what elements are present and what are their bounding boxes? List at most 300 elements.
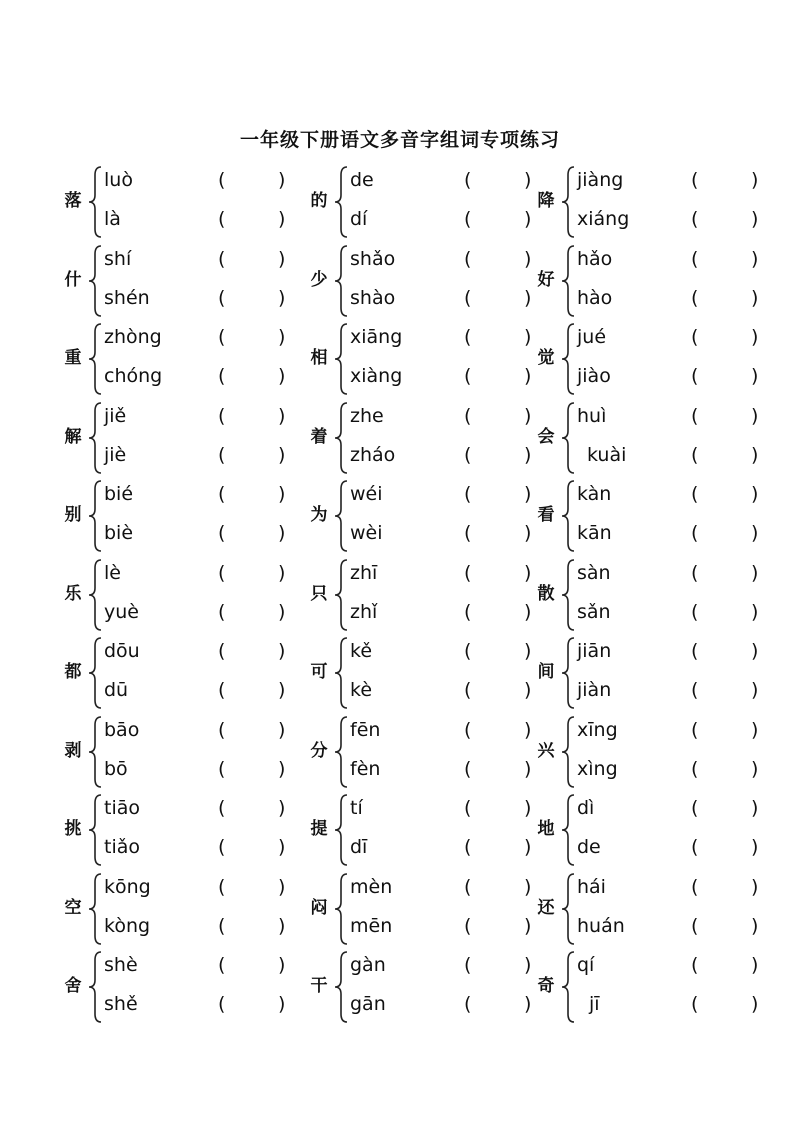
curly-brace	[559, 242, 577, 320]
answer-blank-close-paren: )	[524, 522, 532, 544]
answer-blank-open-paren: (	[464, 993, 472, 1015]
answer-blank-open-paren: (	[218, 679, 226, 701]
curly-brace	[86, 320, 104, 398]
answer-blank-open-paren: (	[218, 365, 226, 387]
answer-blank-open-paren: (	[464, 797, 472, 819]
char-entry	[531, 634, 781, 712]
char-entry	[531, 791, 781, 869]
answer-blank-close-paren: )	[524, 443, 532, 466]
answer-blank-open-paren: (	[464, 247, 472, 270]
curly-brace	[332, 870, 350, 948]
answer-blank-open-paren: (	[464, 718, 472, 741]
answer-blank-close-paren: )	[751, 679, 759, 701]
pinyin-text: fèn	[350, 757, 381, 780]
reading-row	[104, 637, 304, 667]
curly-brace	[86, 948, 104, 1026]
char-entry	[304, 320, 554, 398]
polyphone-char: 相	[310, 348, 328, 368]
curly-brace	[559, 320, 577, 398]
answer-blank-open-paren: (	[464, 561, 472, 584]
char-entry	[531, 556, 781, 634]
polyphone-char: 剥	[64, 740, 82, 761]
answer-blank-close-paren: )	[751, 404, 759, 427]
reading-row	[577, 833, 777, 863]
pinyin-text: wéi	[350, 483, 383, 505]
answer-blank-open-paren: (	[691, 797, 699, 819]
reading-row	[104, 833, 304, 863]
pinyin-text: biè	[104, 522, 134, 544]
pinyin-text: jiào	[577, 365, 611, 387]
curly-brace	[559, 870, 577, 948]
char-entry	[304, 556, 554, 634]
pinyin-text: tiǎo	[104, 836, 140, 858]
pinyin-text: dí	[350, 208, 368, 230]
pinyin-text: hào	[577, 286, 613, 309]
answer-blank-close-paren: )	[524, 679, 532, 701]
answer-blank-open-paren: (	[464, 365, 472, 387]
reading-row	[350, 676, 550, 706]
reading-row	[350, 402, 550, 432]
reading-row	[577, 205, 777, 235]
curly-brace	[332, 948, 350, 1026]
answer-blank-close-paren: )	[278, 326, 286, 348]
curly-brace	[559, 713, 577, 791]
pinyin-text: xìng	[577, 757, 618, 780]
polyphone-char: 觉	[537, 348, 555, 368]
curly-brace	[86, 634, 104, 712]
reading-row	[104, 794, 304, 824]
char-entry	[531, 242, 781, 320]
pinyin-text: gàn	[350, 954, 386, 976]
reading-row	[577, 362, 777, 392]
pinyin-text: zhòng	[104, 326, 162, 348]
answer-blank-open-paren: (	[218, 404, 226, 427]
char-entry	[531, 320, 781, 398]
answer-blank-close-paren: )	[278, 600, 286, 623]
answer-blank-open-paren: (	[464, 208, 472, 230]
reading-row	[104, 245, 304, 275]
pinyin-text: zhǐ	[350, 600, 378, 623]
reading-row	[577, 519, 777, 549]
char-entry	[531, 870, 781, 948]
char-entry	[531, 163, 781, 241]
polyphone-char: 好	[537, 269, 555, 290]
reading-row	[104, 676, 304, 706]
answer-blank-open-paren: (	[464, 679, 472, 701]
curly-brace	[332, 399, 350, 477]
answer-blank-open-paren: (	[691, 718, 699, 741]
curly-brace	[332, 556, 350, 634]
answer-blank-close-paren: )	[751, 443, 759, 466]
reading-row	[350, 794, 550, 824]
pinyin-text: shào	[350, 286, 396, 309]
answer-blank-open-paren: (	[464, 954, 472, 976]
pinyin-text: bié	[104, 483, 134, 505]
polyphone-char: 看	[537, 505, 555, 525]
reading-row	[577, 284, 777, 314]
answer-blank-close-paren: )	[751, 836, 759, 858]
curly-brace	[86, 791, 104, 869]
pinyin-text: zhī	[350, 561, 378, 584]
answer-blank-close-paren: )	[524, 914, 532, 937]
reading-row	[577, 323, 777, 353]
reading-row	[350, 598, 550, 628]
answer-blank-close-paren: )	[524, 993, 532, 1015]
answer-blank-close-paren: )	[524, 286, 532, 309]
pinyin-text: yuè	[104, 600, 139, 623]
answer-blank-open-paren: (	[464, 875, 472, 898]
polyphone-char: 解	[64, 426, 82, 447]
curly-brace	[86, 477, 104, 555]
answer-blank-open-paren: (	[691, 169, 699, 191]
answer-blank-open-paren: (	[464, 757, 472, 780]
reading-row	[350, 951, 550, 981]
answer-blank-close-paren: )	[751, 326, 759, 348]
char-entry	[304, 870, 554, 948]
reading-row	[104, 990, 304, 1020]
reading-row	[350, 637, 550, 667]
answer-blank-close-paren: )	[524, 247, 532, 270]
pinyin-text: bō	[104, 757, 128, 780]
reading-row	[577, 990, 777, 1020]
polyphone-char: 为	[310, 505, 328, 525]
pinyin-text: xiàng	[350, 365, 403, 387]
char-entry	[304, 163, 554, 241]
answer-blank-open-paren: (	[218, 914, 226, 937]
reading-row	[350, 519, 550, 549]
answer-blank-close-paren: )	[751, 169, 759, 191]
reading-row	[577, 716, 777, 746]
answer-blank-open-paren: (	[691, 757, 699, 780]
answer-blank-close-paren: )	[751, 993, 759, 1015]
polyphone-char: 空	[64, 897, 82, 918]
reading-row	[104, 362, 304, 392]
char-entry	[304, 948, 554, 1026]
reading-row	[577, 559, 777, 589]
char-entry	[58, 791, 308, 869]
curly-brace	[559, 791, 577, 869]
polyphone-char: 什	[64, 269, 82, 290]
curly-brace	[332, 477, 350, 555]
pinyin-text: hái	[577, 875, 606, 898]
pinyin-text: hǎo	[577, 247, 613, 270]
answer-blank-open-paren: (	[691, 561, 699, 584]
polyphone-char: 提	[310, 819, 328, 839]
answer-blank-open-paren: (	[464, 404, 472, 427]
reading-row	[350, 912, 550, 942]
pinyin-text: de	[577, 836, 601, 858]
answer-blank-close-paren: )	[524, 836, 532, 858]
reading-row	[577, 480, 777, 510]
reading-row	[104, 519, 304, 549]
answer-blank-close-paren: )	[751, 640, 759, 662]
answer-blank-open-paren: (	[691, 875, 699, 898]
answer-blank-close-paren: )	[524, 404, 532, 427]
answer-blank-close-paren: )	[278, 561, 286, 584]
answer-blank-open-paren: (	[218, 640, 226, 662]
reading-row	[350, 441, 550, 471]
polyphone-char: 地	[537, 819, 555, 839]
answer-blank-close-paren: )	[278, 718, 286, 741]
answer-blank-close-paren: )	[278, 208, 286, 230]
reading-row	[350, 166, 550, 196]
reading-row	[350, 245, 550, 275]
answer-blank-open-paren: (	[464, 836, 472, 858]
reading-row	[577, 873, 777, 903]
answer-blank-close-paren: )	[524, 718, 532, 741]
answer-blank-open-paren: (	[218, 483, 226, 505]
answer-blank-open-paren: (	[464, 522, 472, 544]
answer-blank-close-paren: )	[524, 561, 532, 584]
answer-blank-close-paren: )	[278, 483, 286, 505]
answer-blank-close-paren: )	[751, 914, 759, 937]
polyphone-char: 着	[310, 426, 328, 447]
pinyin-text: xiáng	[577, 208, 630, 230]
answer-blank-close-paren: )	[524, 600, 532, 623]
answer-blank-close-paren: )	[751, 286, 759, 309]
pinyin-text: lè	[104, 561, 121, 584]
curly-brace	[86, 242, 104, 320]
pinyin-text: mēn	[350, 914, 393, 937]
reading-row	[577, 402, 777, 432]
answer-blank-open-paren: (	[464, 600, 472, 623]
curly-brace	[332, 713, 350, 791]
answer-blank-close-paren: )	[751, 483, 759, 505]
answer-blank-close-paren: )	[524, 326, 532, 348]
reading-row	[350, 205, 550, 235]
answer-blank-close-paren: )	[278, 247, 286, 270]
pinyin-text: sǎn	[577, 600, 611, 623]
pinyin-text: sàn	[577, 561, 611, 584]
reading-row	[577, 794, 777, 824]
char-entry	[58, 163, 308, 241]
answer-blank-close-paren: )	[751, 875, 759, 898]
answer-blank-close-paren: )	[751, 522, 759, 544]
answer-blank-open-paren: (	[691, 365, 699, 387]
answer-blank-open-paren: (	[464, 326, 472, 348]
char-entry	[58, 634, 308, 712]
answer-blank-close-paren: )	[524, 757, 532, 780]
answer-blank-close-paren: )	[278, 365, 286, 387]
answer-blank-close-paren: )	[751, 954, 759, 976]
pinyin-text: huì	[577, 404, 607, 427]
answer-blank-close-paren: )	[278, 993, 286, 1015]
reading-row	[104, 912, 304, 942]
answer-blank-open-paren: (	[218, 169, 226, 191]
polyphone-char: 奇	[537, 976, 555, 996]
pinyin-text: kě	[350, 640, 373, 662]
curly-brace	[86, 870, 104, 948]
pinyin-text: zháo	[350, 443, 396, 466]
pinyin-text: zhe	[350, 404, 384, 427]
reading-row	[104, 598, 304, 628]
pinyin-text: luò	[104, 169, 133, 191]
answer-blank-open-paren: (	[218, 757, 226, 780]
reading-row	[350, 716, 550, 746]
answer-blank-open-paren: (	[691, 954, 699, 976]
char-entry	[304, 477, 554, 555]
curly-brace	[332, 242, 350, 320]
answer-blank-close-paren: )	[278, 679, 286, 701]
reading-row	[577, 441, 777, 471]
answer-blank-close-paren: )	[751, 365, 759, 387]
answer-blank-open-paren: (	[691, 679, 699, 701]
char-entry	[58, 477, 308, 555]
answer-blank-open-paren: (	[691, 522, 699, 544]
answer-blank-open-paren: (	[218, 836, 226, 858]
answer-blank-close-paren: )	[524, 365, 532, 387]
answer-blank-close-paren: )	[278, 404, 286, 427]
curly-brace	[86, 713, 104, 791]
char-entry	[58, 713, 308, 791]
pinyin-text: gān	[350, 993, 386, 1015]
answer-blank-open-paren: (	[464, 443, 472, 466]
pinyin-text: tí	[350, 797, 363, 819]
answer-blank-close-paren: )	[278, 286, 286, 309]
reading-row	[350, 873, 550, 903]
polyphone-char: 会	[537, 426, 555, 447]
answer-blank-open-paren: (	[218, 286, 226, 309]
answer-blank-close-paren: )	[278, 640, 286, 662]
answer-blank-close-paren: )	[278, 169, 286, 191]
pinyin-text: là	[104, 208, 121, 230]
curly-brace	[559, 477, 577, 555]
answer-blank-open-paren: (	[218, 522, 226, 544]
reading-row	[104, 284, 304, 314]
answer-blank-close-paren: )	[278, 443, 286, 466]
answer-blank-open-paren: (	[691, 208, 699, 230]
char-entry	[58, 948, 308, 1026]
pinyin-text: mèn	[350, 875, 393, 898]
pinyin-text: jiàng	[577, 169, 624, 191]
pinyin-text: kuài	[587, 443, 627, 466]
curly-brace	[559, 163, 577, 241]
answer-blank-open-paren: (	[218, 443, 226, 466]
curly-brace	[559, 399, 577, 477]
reading-row	[350, 480, 550, 510]
char-entry	[531, 477, 781, 555]
pinyin-text: kōng	[104, 875, 151, 898]
pinyin-text: kòng	[104, 914, 151, 937]
char-entry	[304, 634, 554, 712]
answer-blank-close-paren: )	[751, 600, 759, 623]
reading-row	[104, 205, 304, 235]
answer-blank-close-paren: )	[524, 169, 532, 191]
answer-blank-open-paren: (	[218, 718, 226, 741]
pinyin-text: dì	[577, 797, 595, 819]
answer-blank-close-paren: )	[524, 483, 532, 505]
reading-row	[350, 323, 550, 353]
polyphone-char: 闷	[310, 897, 328, 918]
polyphone-char: 只	[310, 583, 328, 604]
answer-blank-close-paren: )	[751, 718, 759, 741]
answer-blank-close-paren: )	[278, 836, 286, 858]
reading-row	[104, 441, 304, 471]
char-entry	[304, 791, 554, 869]
reading-row	[104, 755, 304, 785]
answer-blank-open-paren: (	[464, 286, 472, 309]
answer-blank-open-paren: (	[218, 326, 226, 348]
pinyin-text: qí	[577, 954, 595, 976]
pinyin-text: xiāng	[350, 326, 403, 348]
polyphone-char: 分	[310, 740, 328, 761]
pinyin-text: bāo	[104, 718, 140, 741]
polyphone-char: 兴	[537, 740, 555, 761]
reading-row	[104, 480, 304, 510]
reading-row	[350, 284, 550, 314]
curly-brace	[559, 948, 577, 1026]
answer-blank-close-paren: )	[524, 208, 532, 230]
page-title: 一年级下册语文多音字组词专项练习	[239, 129, 560, 151]
answer-blank-open-paren: (	[691, 247, 699, 270]
answer-blank-open-paren: (	[691, 836, 699, 858]
answer-blank-open-paren: (	[218, 561, 226, 584]
answer-blank-open-paren: (	[691, 286, 699, 309]
answer-blank-open-paren: (	[691, 640, 699, 662]
pinyin-text: xīng	[577, 718, 618, 741]
pinyin-text: dōu	[104, 640, 140, 662]
polyphone-char: 舍	[64, 976, 82, 996]
polyphone-char: 少	[310, 269, 328, 290]
answer-blank-open-paren: (	[218, 875, 226, 898]
answer-blank-close-paren: )	[278, 875, 286, 898]
pinyin-text: jī	[589, 993, 600, 1015]
polyphone-char: 间	[537, 662, 555, 682]
polyphone-char: 的	[310, 191, 328, 211]
char-entry	[531, 399, 781, 477]
pinyin-text: wèi	[350, 522, 383, 544]
answer-blank-close-paren: )	[524, 954, 532, 976]
reading-row	[104, 873, 304, 903]
curly-brace	[332, 163, 350, 241]
pinyin-text: shě	[104, 993, 138, 1015]
answer-blank-open-paren: (	[464, 169, 472, 191]
answer-blank-open-paren: (	[464, 483, 472, 505]
char-entry	[58, 242, 308, 320]
answer-blank-close-paren: )	[278, 757, 286, 780]
answer-blank-open-paren: (	[218, 993, 226, 1015]
curly-brace	[332, 634, 350, 712]
reading-row	[577, 676, 777, 706]
pinyin-text: kè	[350, 679, 373, 701]
answer-blank-open-paren: (	[464, 914, 472, 937]
answer-blank-open-paren: (	[218, 208, 226, 230]
answer-blank-open-paren: (	[691, 914, 699, 937]
answer-blank-open-paren: (	[218, 797, 226, 819]
polyphone-char: 干	[310, 976, 328, 996]
curly-brace	[86, 399, 104, 477]
polyphone-char: 散	[537, 583, 555, 604]
polyphone-char: 降	[537, 191, 555, 211]
reading-row	[350, 833, 550, 863]
polyphone-char: 都	[64, 662, 82, 682]
pinyin-text: jué	[577, 326, 607, 348]
char-entry	[58, 320, 308, 398]
pinyin-text: dī	[350, 836, 368, 858]
reading-row	[104, 559, 304, 589]
pinyin-text: shǎo	[350, 247, 396, 270]
reading-row	[577, 912, 777, 942]
char-entry	[58, 556, 308, 634]
polyphone-char: 重	[64, 348, 82, 368]
curly-brace	[332, 791, 350, 869]
char-entry	[304, 242, 554, 320]
char-entry	[531, 713, 781, 791]
reading-row	[577, 637, 777, 667]
answer-blank-open-paren: (	[218, 247, 226, 270]
answer-blank-close-paren: )	[524, 797, 532, 819]
reading-row	[104, 951, 304, 981]
